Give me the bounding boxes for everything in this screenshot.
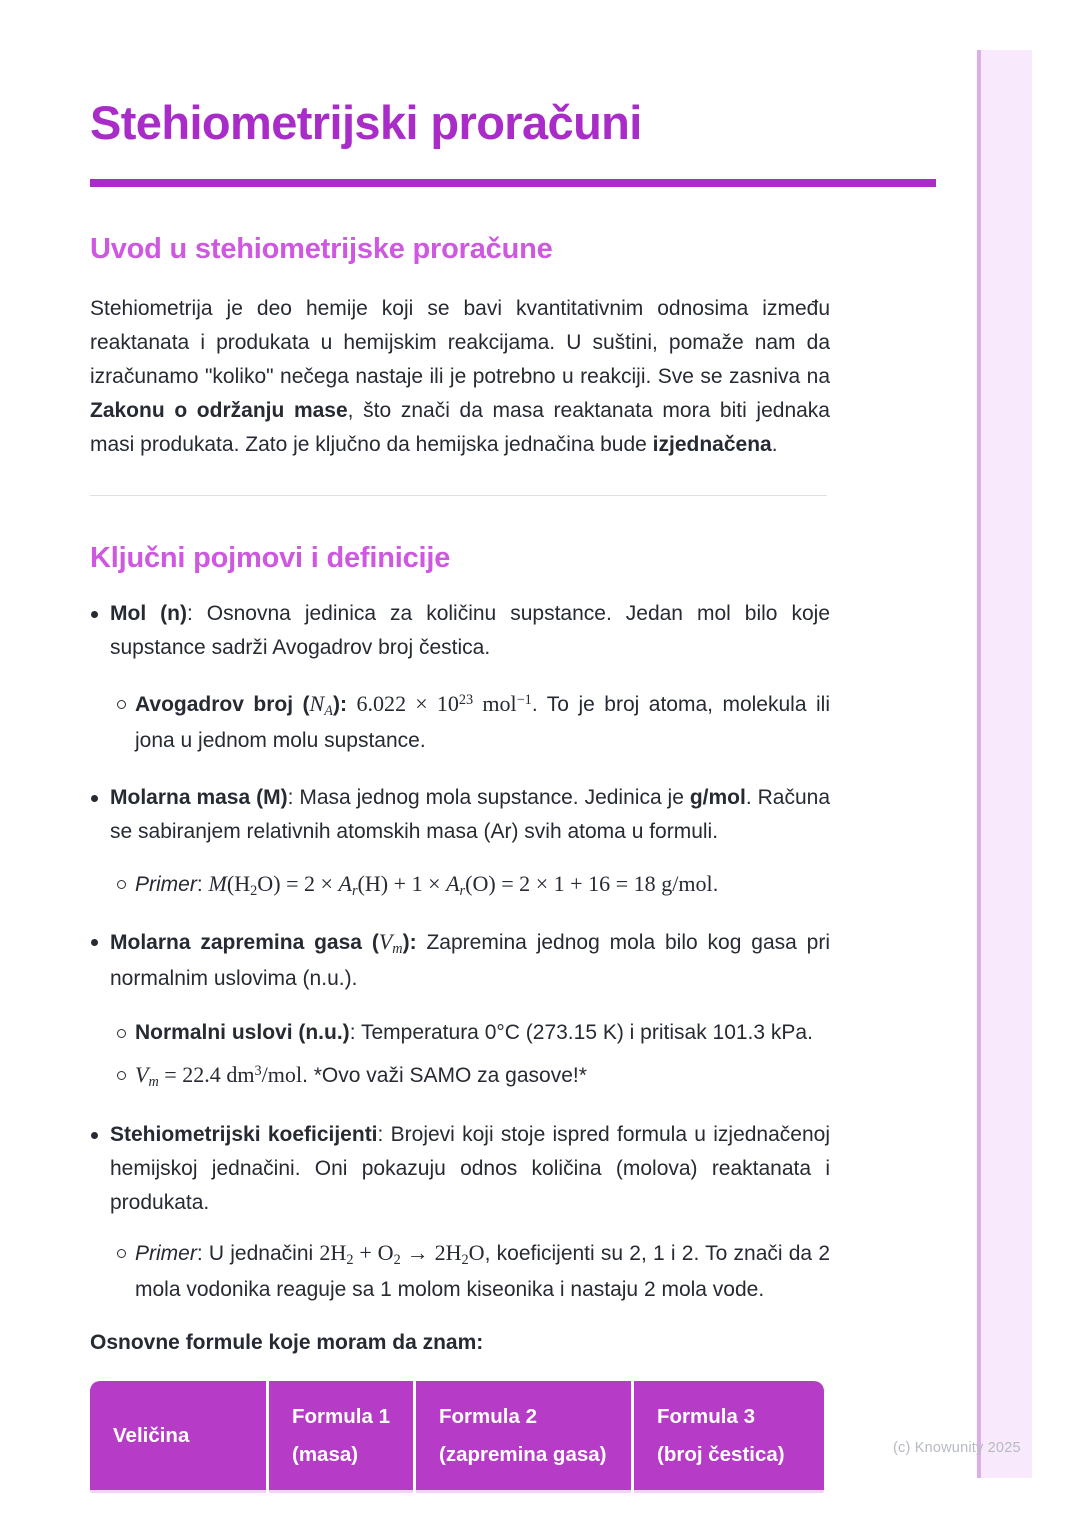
- list-item-normalni-uslovi: Normalni uslovi (n.u.): Temperatura 0°C (273.15 K) i pritisak 101.3 kPa.: [117, 1016, 830, 1050]
- bullet-icon: [90, 1118, 110, 1220]
- copyright-footer: (c) Knowunity 2025: [893, 1440, 1021, 1456]
- circle-bullet-icon: [117, 1016, 135, 1050]
- formulas-lead: Osnovne formule koje moram da znam:: [90, 1331, 484, 1354]
- circle-bullet-icon: [117, 687, 135, 758]
- document-page: [90, 0, 830, 1493]
- circle-bullet-icon: [117, 1058, 135, 1095]
- table-header-formula-1: Formula 1 (masa): [269, 1381, 413, 1493]
- page-title: Stehiometrijski proračuni: [90, 96, 642, 149]
- bullet-icon: [90, 597, 110, 665]
- circle-bullet-icon: [117, 867, 135, 904]
- list-item-primer-molarna-masa: Primer: M(H2O) = 2 × Ar(H) + 1 × Ar(O) = 2 × 1 + 16 = 18 g/mol.: [117, 867, 830, 904]
- intro-paragraph: Stehiometrija je deo hemije koji se bavi kvantitativnim odnosima između reaktanata i produkata u hemijskim reakcijama. U suštini, pomaže nam da izračunamo "koliko" nečega nastaje ili je potrebno u reakciji. Sve se zasniva na Zakonu o održanju mase, što znači da masa reaktanata mora biti jednaka masi produkata. Zato je ključno da hemijska jednačina bude izjednačena.: [90, 297, 830, 456]
- list-item-mol: Mol (n): Osnovna jedinica za količinu supstance. Jedan mol bilo koje supstance sadrži Avogadrov broj čestica.: [90, 597, 830, 665]
- circle-bullet-icon: [117, 1236, 135, 1307]
- list-item-primer-koeficijenti: Primer: U jednačini 2H2 + O2 → 2H2O, koeficijenti su 2, 1 i 2. To znači da 2 mola vodonika reaguje sa 1 molom kiseonika i nastaju 2 mola vode.: [117, 1236, 830, 1307]
- formulas-table: [90, 1381, 824, 1493]
- section-heading-intro: Uvod u stehiometrijske proračune: [90, 233, 553, 265]
- title-underline: [90, 179, 936, 187]
- key-terms-list: [90, 597, 830, 1307]
- list-item-avogadrov-broj: Avogadrov broj (NA): $6.022 \times 10^{23}$ mol$^{-1}$. To je broj atoma, molekula ili jona u jednom molu supstance.: [117, 687, 830, 758]
- bullet-icon: [90, 781, 110, 849]
- list-item-koeficijenti: Stehiometrijski koeficijenti: Brojevi koji stoje ispred formula u izjednačenoj hemijskoj jednačini. Oni pokazuju odnos količina (molova) reaktanata i produkata.: [90, 1118, 830, 1220]
- table-header-velicina: Veličina: [90, 1381, 266, 1493]
- section-divider: [90, 495, 827, 496]
- list-item-vm-vrednost: Vm = 22.4 $dm^3$/mol. *Ovo važi SAMO za gasove!*: [117, 1058, 830, 1095]
- right-decoration-stripe: [977, 50, 1032, 1478]
- bullet-icon: [90, 925, 110, 996]
- list-item-molarna-zapremina: Molarna zapremina gasa (Vm): Zapremina jednog mola bilo kog gasa pri normalnim uslovima (n.u.).: [90, 925, 830, 996]
- list-item-molarna-masa: Molarna masa (M): Masa jednog mola supstance. Jedinica je g/mol. Računa se sabiranjem relativnih atomskih masa (Ar) svih atoma u formuli.: [90, 781, 830, 849]
- table-header-formula-2: Formula 2 (zapremina gasa): [416, 1381, 631, 1493]
- table-header-formula-3: Formula 3 (broj čestica): [634, 1381, 824, 1493]
- section-heading-key-terms: Ključni pojmovi i definicije: [90, 542, 451, 574]
